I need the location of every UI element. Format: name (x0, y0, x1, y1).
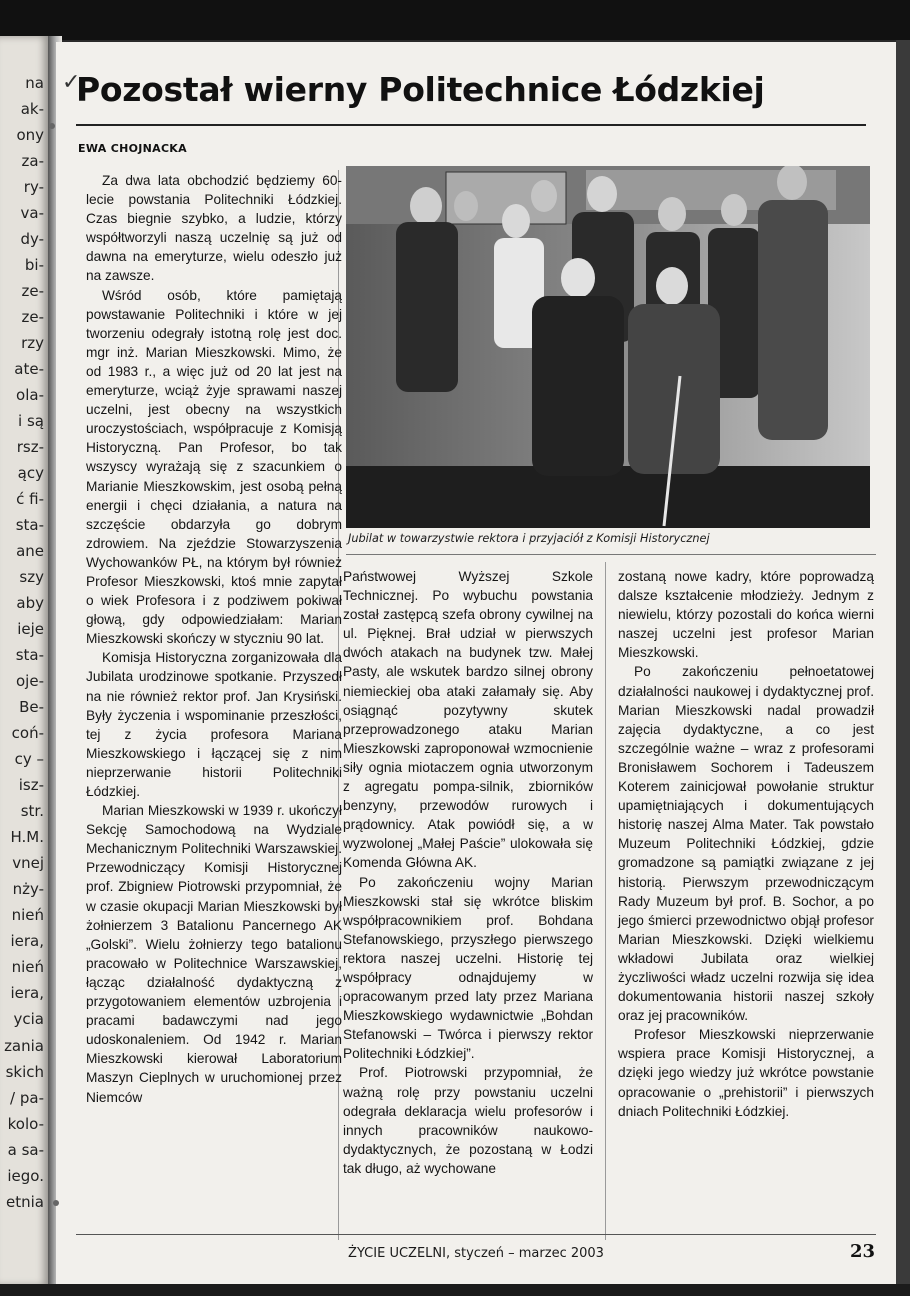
previous-page-text-fragment: nień (11, 906, 44, 925)
article-column-3 (618, 567, 874, 1121)
paragraph: Po zakończeniu wojny Marian Mieszkowski stał się wkrótce bliskim współpracownikiem prof. Bohdana Stefanowskiego, przyszłego pierwszego rektora naszej uczelni. Historię tej współpracy odnajdujemy w opracowanym przed laty przez Mariana Mieszkowskiego wydawnictwie „Bohdan Stefanowski – Twórca i pierwszy rektor Politechniki Łódzkiej”. (343, 874, 593, 1062)
binding-hole-icon (53, 1200, 59, 1206)
previous-page-text-fragment: isz- (18, 776, 44, 795)
previous-page-text-fragment: cy – (14, 750, 44, 769)
previous-page-text-fragment: skich (5, 1062, 44, 1081)
article-author: EWA CHOJNACKA (78, 142, 187, 155)
previous-page-text-fragment: va- (20, 204, 44, 223)
issue-date: styczeń – marzec 2003 (454, 1246, 604, 1261)
article-title: Pozostał wierny Politechnice Łódzkiej (76, 70, 765, 109)
publication-name: ŻYCIE UCZELNI, (348, 1246, 451, 1261)
group-photo-icon (346, 166, 870, 528)
previous-page-text-fragment: ane (16, 542, 44, 561)
previous-page-text-fragment: dy- (20, 230, 44, 249)
previous-page-text-fragment: sta- (15, 646, 44, 665)
previous-page-text-fragment: Be- (19, 698, 44, 717)
previous-page-text-fragment: iera, (10, 932, 44, 951)
caption-divider (346, 554, 876, 555)
previous-page-text-fragment: str. (20, 802, 44, 821)
previous-page-text-fragment: za- (21, 152, 44, 171)
paragraph: Za dwa lata obchodzić będziemy 60-lecie powstania Politechniki Łódzkiej. Czas biegnie szybko, a ludzie, którzy współtworzyli naszą uczelnię są już od dawna na emeryturze, wielu odeszło już na zawsze. (86, 173, 342, 284)
previous-page-text-fragment: / pa- (10, 1088, 44, 1107)
scan-top-border (0, 0, 910, 40)
previous-page-text-fragment: ący (17, 464, 44, 483)
paragraph: Po zakończeniu pełnoetatowej działalności naukowej i dydaktycznej prof. Marian Mieszkowski nadal prowadził zajęcia dydaktyczne, a co jest szczególnie ważne – wraz z profesorami Bronisławem Sochorem i Tadeuszem Koterem zainicjował powołanie struktur upamiętniających i dokumentujących historię naszej Alma Mater. Tak powstało Muzeum Politechniki Łódzkiej, gdzie gromadzone są pamiątki związane z jej historią. Pierwszym przewodniczącym Rady Muzeum był prof. B. Sochor, a po jego śmierci przewodnictwo objął profesor Marian Mieszkowski. Dzięki wielkiemu wkładowi Jubilata oraz wielkiej życzliwości władz uczelni rozwija się idea dokumentowania historii naszej szkoły oraz jej pracowników. (618, 664, 874, 1024)
previous-page-text-fragment: rsz- (16, 438, 44, 457)
photo-caption: Jubilat w towarzystwie rektora i przyjaciół z Komisji Historycznej (348, 532, 710, 545)
previous-page-text-fragment: rzy (21, 334, 44, 353)
paragraph: Komisja Historyczna zorganizowała dla Jubilata urodzinowe spotkanie. Przyszedł na nie również rektor prof. Jan Krysiński. Były życzenia i wspominanie przeszłości, tej z życia profesora Mariana Mieszkowskiego i łączącej się z nim nieprzerwanie historii Politechniki Łódzkiej. (86, 650, 342, 799)
previous-page-text-fragment: H.M. (10, 828, 44, 847)
previous-page-text-fragment: sta- (15, 516, 44, 535)
previous-page-text-fragment: ak- (20, 100, 44, 118)
previous-page-edge (0, 36, 50, 1286)
paragraph: Prof. Piotrowski przypomniał, że ważną rolę przy powstaniu uczelni odegrała deklaracja wielu profesorów i innych pracowników naukowo-dydaktycznych, że pozostaną w Łodzi tak długo, aż wychowane (343, 1065, 593, 1176)
previous-page-text-fragment: ć fi- (16, 490, 44, 509)
magazine-page (56, 42, 896, 1284)
previous-page-text-fragment: i są (18, 412, 44, 431)
previous-page-text-fragment: bi- (24, 256, 44, 275)
group-photo (346, 166, 870, 528)
previous-page-text-fragment: ze- (21, 308, 44, 327)
previous-page-text-fragment: vnej (12, 854, 44, 873)
paragraph: Profesor Mieszkowski nieprzerwanie wspiera prace Komisji Historycznej, a dzięki jego wiedzy już wkrótce powstanie opracowanie o „prehistorii” i pierwszych dniach Politechniki Łódzkiej. (618, 1027, 874, 1119)
previous-page-text-fragment: ony (16, 126, 44, 145)
paragraph: Wśród osób, które pamiętają powstawanie Politechniki i które w jej tworzeniu odegrały istotną rolę jest doc. mgr inż. Marian Mieszkowski. Mimo, że od 1983 r., a więc już od 20 lat jest na emeryturze, wciąż żyje sprawami naszej uczelni, jest obecny na wszystkich uroczystościach, współpracuje z Komisją Historyczną. Pan Profesor, bo tak wszyscy wyrażają się z szacunkiem o Marianie Mieszkowskim, jest osobą pełną energii i chęci działania, a natura na szczęście obdarzyła go dobrym zdrowiem. Na zjeździe Stowarzyszenia Wychowanków PŁ, na którym był również Profesor Mieszkowski, ktoś mnie zapytał o wiek Profesora i z podziwem pokiwał głową, gdy odpowiedziałam: Marian Mieszkowski skończy w styczniu 90 lat. (86, 287, 342, 647)
previous-page-text-fragment: szy (19, 568, 44, 587)
previous-page-text-fragment: ry- (23, 178, 44, 197)
paragraph: zostaną nowe kadry, które poprowadzą dalsze kształcenie młodzieży. Jednym z niewielu, którzy pozostali do końca wierni naszej uczelni jest profesor Marian Mieszkowski. (618, 569, 874, 661)
previous-page-text-fragment: a sa- (7, 1140, 44, 1159)
article-column-1 (86, 171, 342, 1107)
article-column-2 (343, 567, 593, 1178)
previous-page-text-fragment: ycia (13, 1010, 44, 1029)
scan-bottom-border (0, 1284, 910, 1296)
scan-right-border (896, 40, 910, 1286)
previous-page-text-fragment: ate- (14, 360, 44, 379)
page-number: 23 (850, 1241, 876, 1262)
previous-page-text-fragment: iera, (10, 984, 44, 1003)
paragraph: Państwowej Wyższej Szkole Technicznej. Po wybuchu powstania został zastępcą szefa obrony cywilnej na ul. Pięknej. Brał udział w pierwszych dwóch atakach na budynek tzw. Małej Pasty, ale wskutek bardzo silnej obrony niemieckiej oba ataki załamały się. Aby osiągnąć pozytywny skutek przeprowadzonego ataku Marian Mieszkowski zaproponował wzmocnienie siły ognia miotaczem ognia utworzonym z agregatu pompa-silnik, zbiorników benzyny, przewodów rurowych i prądownicy. Atak powiódł się, a w wyzwolonej „Małej Paście” ulokowała się Komenda Główna AK. (343, 569, 593, 871)
previous-page-text-fragment: nży- (12, 880, 44, 899)
previous-page-text-fragment: coń- (11, 724, 44, 743)
binding-hole-icon (49, 123, 55, 129)
previous-page-text-fragment: oje- (16, 672, 44, 691)
paragraph: Marian Mieszkowski w 1939 r. ukończył Sekcję Samochodową na Wydziale Mechanicznym Politechniki Warszawskiej. Przewodniczący Komisji Historycznej prof. Zbigniew Piotrowski przypomniał, że w czasie okupacji Marian Mieszkowski był żołnierzem 3 Batalionu Pancernego AK „Golski”. Wielu żołnierzy tego batalionu pracowało w Politechnice Warszawskiej, łącząc działalność dydaktyczną z przygotowaniem elementów uzbrojenia i pracami badawczymi nad jego udoskonaleniem. Od 1942 r. Marian Mieszkowski kierował Laboratorium Maszyn Cieplnych w uruchomionej przez Niemców (86, 803, 342, 1105)
checkmark-icon: ✓ (62, 70, 81, 95)
previous-page-text-fragment: zania (4, 1036, 44, 1055)
previous-page-text-fragment: etnia (6, 1192, 44, 1211)
column-divider (605, 562, 606, 1240)
previous-page-text-fragment: aby (16, 594, 44, 613)
previous-page-text-fragment: kolo- (7, 1114, 44, 1133)
page-footer (56, 1246, 896, 1261)
previous-page-text-fragment: ieje (17, 620, 44, 639)
previous-page-text-fragment: iego. (7, 1166, 44, 1185)
previous-page-text-fragment: ola- (16, 386, 44, 405)
footer-divider (76, 1234, 876, 1235)
previous-page-text-fragment: na (25, 74, 44, 92)
previous-page-text-fragment: nień (11, 958, 44, 977)
title-divider (76, 124, 866, 126)
previous-page-text-fragment: ze- (21, 282, 44, 301)
